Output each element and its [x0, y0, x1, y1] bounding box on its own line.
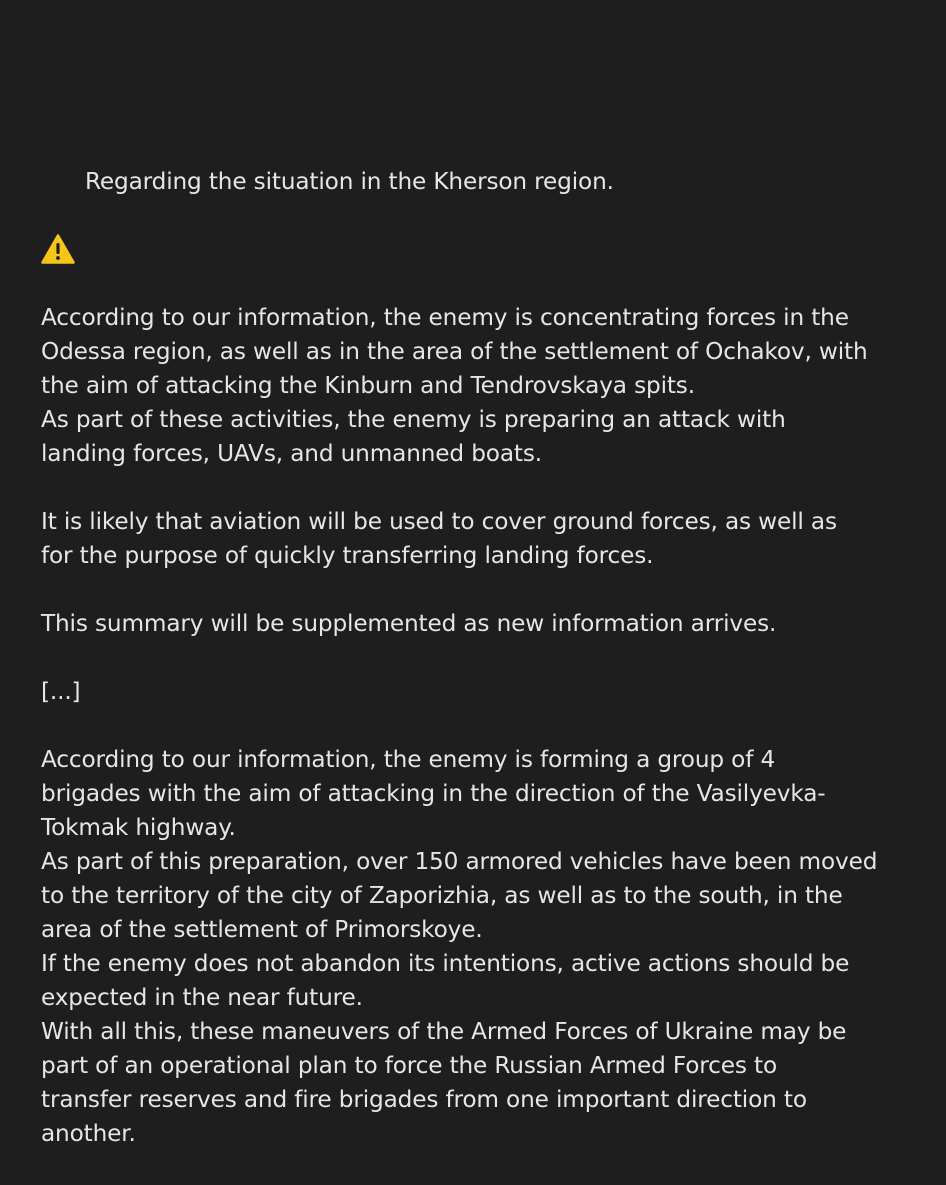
message-line: This summary will be supplemented as new information arrives. — [41, 610, 777, 637]
message-line: If the enemy does not abandon its intentions, active actions should be — [41, 950, 850, 977]
message-line: area of the settlement of Primorskoye. — [41, 916, 483, 943]
blank-line — [41, 267, 921, 301]
blank-line — [41, 709, 921, 743]
message-line: Odessa region, as well as in the area of the settlement of Ochakov, with — [41, 338, 868, 365]
message-line: According to our information, the enemy is concentrating forces in the — [41, 304, 849, 331]
message-line: the aim of attacking the Kinburn and Tendrovskaya spits. — [41, 372, 695, 399]
message-line: Tokmak highway. — [41, 814, 236, 841]
message-line: part of an operational plan to force the Russian Armed Forces to — [41, 1052, 777, 1079]
message-line: As part of this preparation, over 150 armored vehicles have been moved — [41, 848, 878, 875]
message-line: brigades with the aim of attacking in the direction of the Vasilyevka- — [41, 780, 826, 807]
message-body[interactable] — [41, 97, 921, 1185]
message-line: With all this, these maneuvers of the Armed Forces of Ukraine may be — [41, 1018, 847, 1045]
message-line: It is likely that aviation will be used to cover ground forces, as well as — [41, 508, 837, 535]
message-heading-row — [41, 165, 921, 199]
message-lines — [41, 267, 921, 1151]
message-line: expected in the near future. — [41, 984, 363, 1011]
blank-line — [41, 471, 921, 505]
message-line: [...] — [41, 678, 81, 705]
message-line: to the territory of the city of Zaporizhia, as well as to the south, in the — [41, 882, 843, 909]
message-line: transfer reserves and fire brigades from one important direction to — [41, 1086, 807, 1113]
blank-line — [41, 641, 921, 675]
message-heading: Regarding the situation in the Kherson region. — [85, 168, 614, 195]
message-line: landing forces, UAVs, and unmanned boats. — [41, 440, 542, 467]
message-line: As part of these activities, the enemy is preparing an attack with — [41, 406, 786, 433]
message-line: another. — [41, 1120, 136, 1147]
message-line: According to our information, the enemy is forming a group of 4 — [41, 746, 776, 773]
blank-line — [41, 573, 921, 607]
message-line: for the purpose of quickly transferring landing forces. — [41, 542, 654, 569]
warning-icon — [41, 166, 75, 196]
